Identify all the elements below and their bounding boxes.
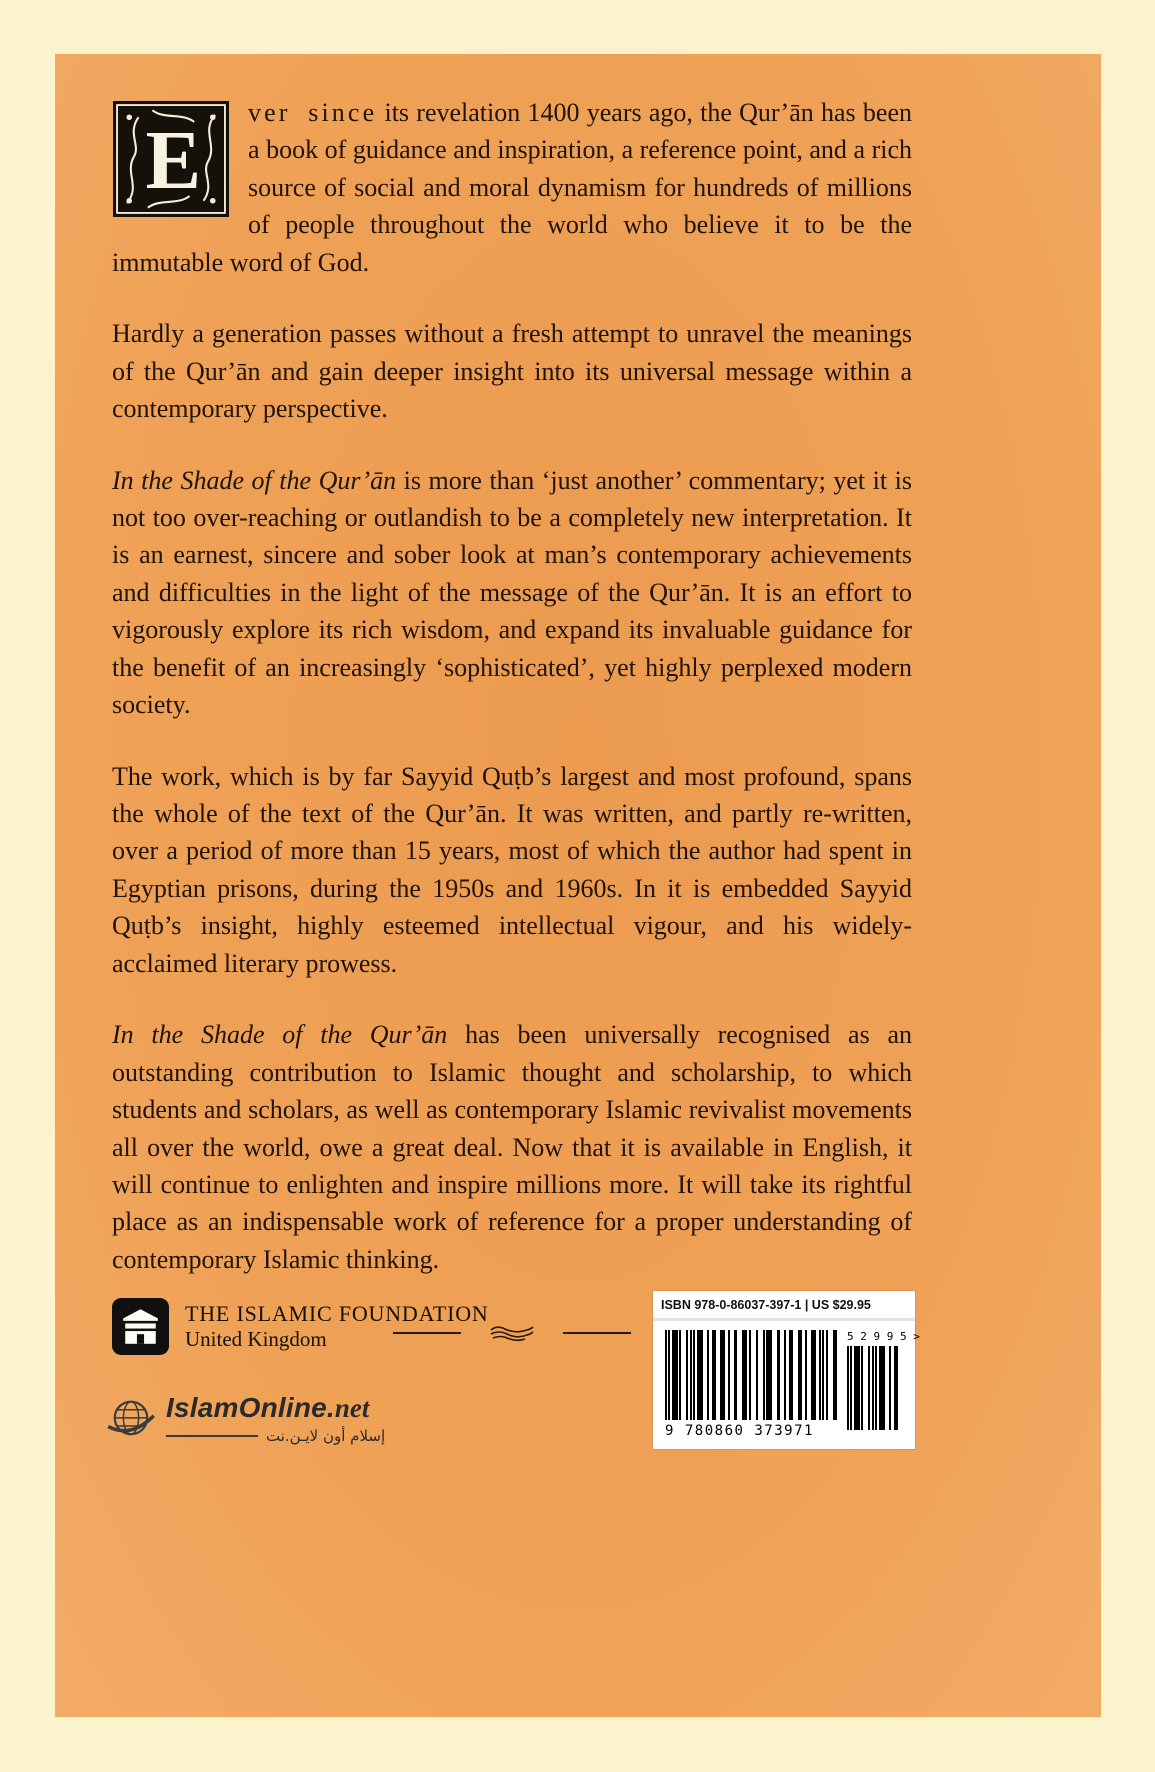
barcode-area [653,1321,920,1449]
publisher-name: THE ISLAMIC FOUNDATION [185,1301,489,1326]
arabic-dash-line [166,1435,258,1437]
barcode-addon-digits: 5 2 9 9 5 > [847,1330,920,1343]
paragraph-3-text: is more than ‘just another’ commentary; yet it is not too over-reaching or outlandish to be a completely new interpretation. It is an earnest, sincere and sober look at man’s contemporary achievements and difficulties in the light of the message of the Qur’ān. It is an effort to vigorously explore its rich wisdom, and expand its invaluable guidance for the benefit of an increasingly ‘sophisticated’, yet highly perplexed modern society. [112,465,912,720]
barcode-main [665,1330,837,1439]
paragraph-4: The work, which is by far Sayyid Quṭb’s largest and most profound, spans the whole of the text of the Qur’ān. It was written, and partly re-written, over a period of more than 15 years, most of which the author had spent in Egyptian prisons, during the 1950s and 1960s. In it is embedded Sayyid Quṭb’s insight, highly esteemed intellectual vigour, and his widely-acclaimed literary prowess. [112,761,912,978]
publisher-text [185,1298,489,1356]
paragraph-5-text: has been universally recognised as an outstanding contribution to Islamic thought and scholarship, to which students and scholars, as well as contemporary Islamic revivalist movements all over the world, owe a great deal. Now that it is available in English, it will continue to enlighten and inspire millions more. It will take its rightful place as an indispensable work of reference for a proper understanding of contemporary Islamic thinking. [112,1020,912,1274]
isbn-barcode-box [653,1291,920,1449]
orange-panel [55,54,1101,1717]
dropcap-letter: E [145,115,202,207]
paragraph-5-title: In the Shade of the Qur’ān [112,1020,448,1050]
publisher-block [112,1298,489,1356]
paragraph-3 [112,462,912,724]
paragraph-3-title: In the Shade of the Qur’ān [112,465,397,495]
islamonline-brand-main: IslamOnline. [166,1392,335,1423]
paragraph-5 [112,1016,912,1278]
islamonline-arabic-text: إسلام أون لايـن.نت [266,1427,386,1445]
islamonline-block [105,1392,385,1445]
paragraph-1-lead: ver since [248,98,378,127]
islamonline-brand-suffix: net [334,1393,370,1423]
publisher-country: United Kingdom [185,1327,327,1351]
barcode-addon-bars [847,1346,901,1430]
islamonline-text [166,1392,385,1445]
islamonline-arabic-row [166,1427,385,1445]
divider-line-right [563,1332,631,1334]
barcode-main-bars [665,1330,837,1420]
isbn-header: ISBN 978-0-86037-397-1 | US $29.95 [653,1291,915,1321]
paragraph-2: Hardly a generation passes without a fresh attempt to unravel the meanings of the Qur’ān and gain deeper insight into its universal message within a contemporary perspective. [112,319,912,424]
paragraph-1-text: its revelation 1400 years ago, the Qur’ān has been a book of guidance and inspiration, a reference point, and a rich source of social and moral dynamism for hundreds of millions of people throughout the world who believe it to be the immutable word of God. [112,98,912,277]
islamic-foundation-kaaba-icon [112,1298,169,1355]
islamonline-brand [166,1392,385,1424]
blurb-text-block [112,94,920,1343]
divider-ornament-icon [489,1324,535,1342]
paragraph-1 [112,94,912,281]
dropcap-ornament-icon [112,101,230,217]
barcode-ean-digits: 9 780860 373971 [665,1423,814,1439]
barcode-addon [847,1330,920,1439]
globe-icon [105,1393,157,1445]
dropcap-initial [112,101,230,217]
